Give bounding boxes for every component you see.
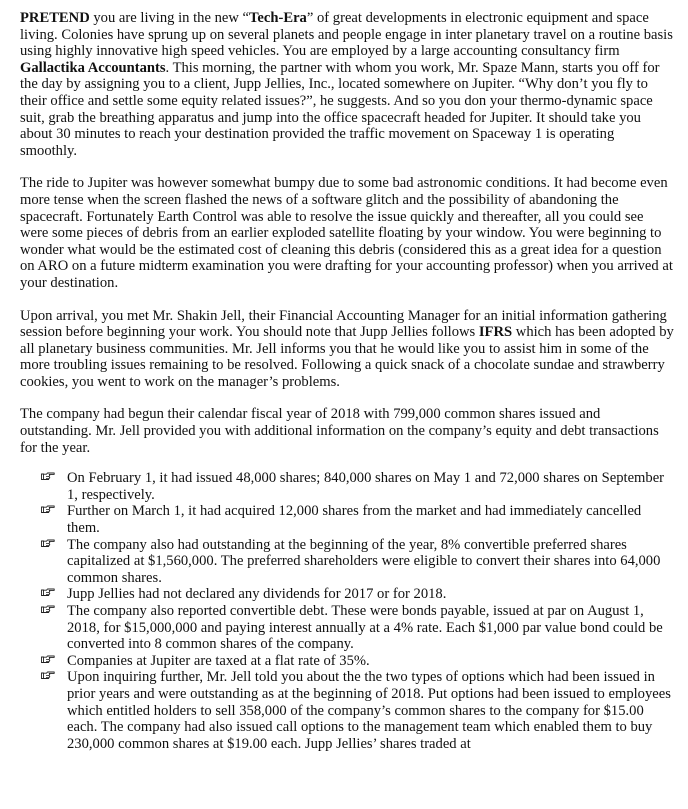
bullet-text: Further on March 1, it had acquired 12,000 shares from the market and had immediately cancelled them. (67, 503, 642, 537)
paragraphs (20, 10, 674, 456)
bullet-item (67, 669, 674, 752)
body-text: which has been adopted by all planetary business communities. Mr. Jell informs you that he would like you to assist him in some of the more troubling issues remaining to be resolved. Following a quick snack of a chocolate sundae and strawberry cookies, you went to work on the manager’s problems. (20, 324, 674, 390)
transaction-bullet-list (20, 470, 674, 752)
bullet-text: On February 1, it had issued 48,000 shares; 840,000 shares on May 1 and 72,000 shares on September 1, respectively. (67, 470, 665, 503)
bullet-text: Upon inquiring further, Mr. Jell told you about the the two types of options which had been issued in prior years and were outstanding as at the beginning of 2018. Put options had been issued to employees which entitled holders to sell 358,000 of the company’s common shares to the company for $15.00 each. The company had also issued call options to the management team which enabled them to buy 230,000 common shares at $19.00 each. Jupp Jellies’ shares traded at (67, 669, 671, 752)
bold-text: Tech-Era (249, 10, 307, 26)
body-text: you are living in the new “ (89, 10, 250, 26)
body-text: The company had begun their calendar fiscal year of 2018 with 799,000 common shares issued and outstanding. Mr. Jell provided you with additional information on the company’s equity and debt transactions for the year. (20, 406, 659, 456)
body-text: . This morning, the partner with whom you work, Mr. Spaze Mann, starts you off for the day by assigning you to a client, Jupp Jellies, Inc., located somewhere on Jupiter. “Why don’t you fly to their office and settle some equity related issues?”, he suggests. And so you don your thermo-dynamic space suit, grab the breathing apparatus and jump into the office spacecraft headed for Jupiter. It should take you about 30 minutes to reach your destination provided the traffic movement on Spaceway 1 is operating smoothly. (20, 59, 660, 159)
bullet-text: Companies at Jupiter are taxed at a flat rate of 35%. (67, 652, 370, 669)
pointing-hand-icon (41, 504, 55, 514)
pointing-hand-icon (41, 654, 55, 664)
body-text: ” of great developments in electronic equipment and space living. Colonies have sprung up on several planets and people engage in inter planetary travel on a routine basis using highly innovative high speed vehicles. You are employed by a large accounting consultancy firm (20, 10, 673, 60)
body-text: The ride to Jupiter was however somewhat bumpy due to some bad astronomic conditions. It had become even more tense when the screen flashed the news of a software glitch and the possibility of abandoning the spacecraft. Fortunately Earth Control was able to resolve the issue quickly and thereafter, all you could see were some pieces of debris from an earlier exploded satellite floating by your window. You were beginning to wonder what would be the estimated cost of cleaning this debris (considered this as a great idea for a question on ARO on a future midterm examination you were drafting for your accounting professor) when you arrived at your destination. (20, 175, 673, 291)
bullet-item (67, 503, 674, 536)
paragraph-3 (20, 308, 674, 391)
bullet-text: The company also reported convertible debt. These were bonds payable, issued at par on August 1, 2018, for $15,000,000 and paying interest annually at a 4% rate. Each $1,000 par value bond could be converted into 8 common shares of the company. (67, 603, 663, 653)
bullet-item (67, 537, 674, 587)
bullet-item (67, 653, 674, 670)
body-text: Upon arrival, you met Mr. Shakin Jell, their Financial Accounting Manager for an initial information gathering session before beginning your work. You should note that Jupp Jellies follows (20, 307, 667, 341)
bullet-text: Jupp Jellies had not declared any dividends for 2017 or for 2018. (67, 586, 447, 603)
paragraph-1 (20, 10, 674, 159)
paragraph-4 (20, 406, 674, 456)
bold-text: IFRS (478, 324, 513, 341)
pointing-hand-icon (41, 471, 55, 481)
bold-text: PRETEND (20, 10, 90, 26)
paragraph-2 (20, 175, 674, 291)
pointing-hand-icon (41, 587, 55, 597)
pointing-hand-icon (41, 670, 55, 680)
bullet-item (67, 603, 674, 653)
pointing-hand-icon (41, 604, 55, 614)
bullet-text: The company also had outstanding at the beginning of the year, 8% convertible preferred shares capitalized at $1,560,000. The preferred shareholders were eligible to convert their shares into 64,000 common shares. (67, 536, 661, 586)
bullet-item (67, 470, 674, 503)
bullet-item (67, 586, 674, 603)
pointing-hand-icon (41, 538, 55, 548)
bold-text: Gallactika Accountants (20, 59, 166, 76)
